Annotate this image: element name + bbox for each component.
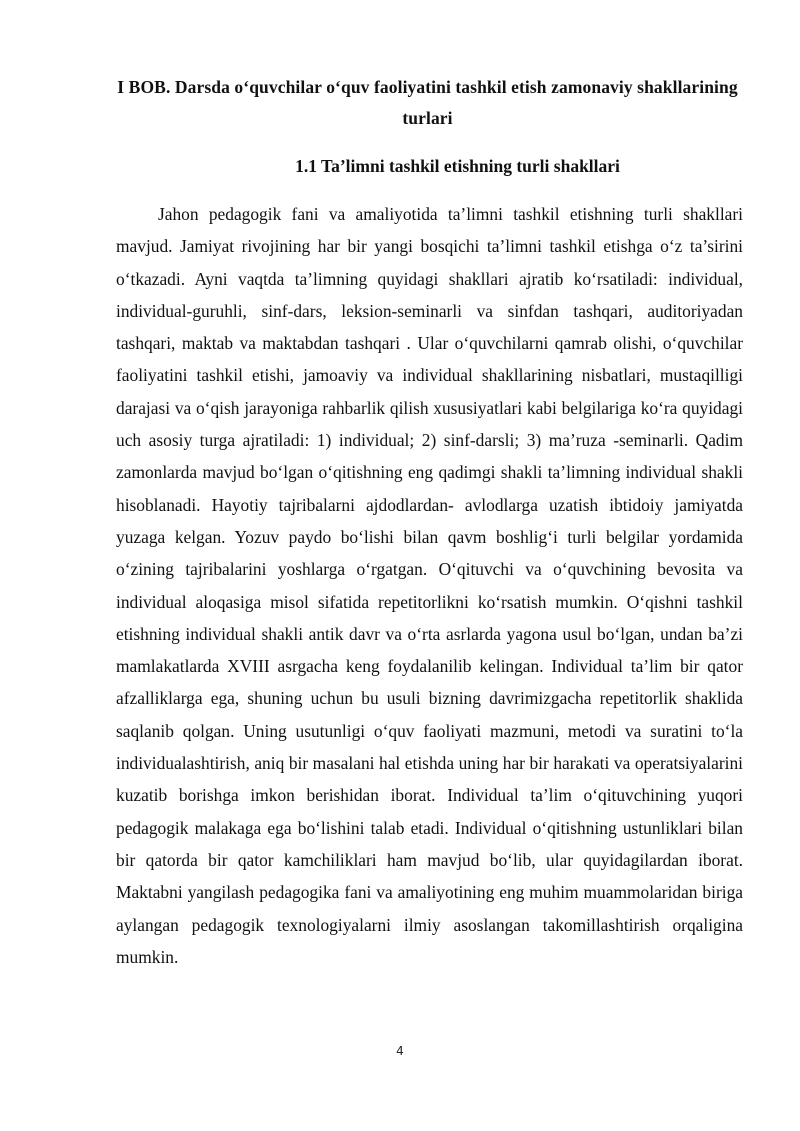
- page-number: 4: [396, 1044, 404, 1058]
- sentence: O‘qituvchi va o‘quvchining bevosita va individual aloqasiga misol sifatida repetitorlikni ko‘rsatish mumkin.: [116, 559, 743, 612]
- sentence: Uning usutunligi o‘quv faoliyati mazmuni, metodi va suratini to‘la individualashtirish, aniq bir masalani hal etishda uning har bir harakati va operatsiyalarini kuzatib borishga imkon berishidan iborat.: [116, 720, 744, 806]
- body-paragraph: [116, 198, 743, 973]
- sentence: Individual ta’lim o‘qituvchining yuqori pedagogik malakaga ega bo‘lishini talab etadi.: [116, 785, 743, 838]
- sentence: Ayni vaqtda ta’limning quyidagi shakllari ajratib ko‘rsatiladi: individual, individual-guruhli, sinf-dars, leksion-seminarli va sinfdan tashqari, auditoriyadan tashqari, maktab va maktabdan tashqari .: [116, 268, 743, 354]
- sentence: Qadim zamonlarda mavjud bo‘lgan o‘qitishning eng qadimgi shakli ta’limning individual shakli hisoblanadi.: [116, 430, 743, 515]
- chapter-title: I BOB. Darsda o‘quvchilar o‘quv faoliyatini tashkil etish zamonaviy shakllarining turlari: [117, 77, 738, 128]
- sentence: Jahon pedagogik fani va amaliyotida ta’limni tashkil etishning turli shakllari mavjud.: [116, 204, 743, 257]
- section-title: 1.1 Ta’limni tashkil etishning turli shakllari: [295, 156, 620, 176]
- sentence: Jamiyat rivojining har bir yangi bosqichi ta’limni tashkil etishga o‘z ta’sirini o‘tkazadi.: [116, 236, 743, 289]
- sentence: Individual o‘qitishning ustunliklari bilan bir qatorda bir qator kamchiliklari ham mavjud bo‘lib, ular quyidagilardan iborat.: [116, 817, 743, 870]
- sentence: Individual ta’lim bir qator afzalliklarga ega, shuning uchun bu usuli bizning davrimizgacha repetitorlik shaklida saqlanib qolgan.: [116, 656, 743, 741]
- sentence: O‘qishni tashkil etishning individual shakli antik davr va o‘rta asrlarda yagona usul bo‘lgan, undan ba’zi mamlakatlarda XVIII asrgacha keng foydalanilib kelingan.: [116, 591, 743, 677]
- sentence: Hayotiy tajribalarni ajdodlardan- avlodlarga uzatish ibtidoiy jamiyatda yuzaga kelgan.: [116, 494, 743, 547]
- sentence: Yozuv paydo bo‘lishi bilan qavm boshlig‘i turli belgilar yordamida o‘zining tajribalarini yoshlarga o‘rgatgan.: [116, 526, 744, 580]
- sentence: Maktabni yangilash pedagogika fani va amaliyotining eng muhim muammolaridan biriga aylangan pedagogik texnologiyalarni ilmiy asoslangan takomillashtirish orqaligina mumkin.: [116, 882, 743, 967]
- sentence: Ular o‘quvchilarni qamrab olishi, o‘quvchilar faoliyatini tashkil etishi, jamoaviy va individual shakllarining nisbatlari, mustaqilligi darajasi va o‘qish jarayoniga rahbarlik qilish xususiyatlari kabi belgilariga ko‘ra quyidagi uch asosiy turga ajratiladi: 1) individual; 2) sinf-darsli; 3) ma’ruza -seminarli.: [116, 333, 743, 451]
